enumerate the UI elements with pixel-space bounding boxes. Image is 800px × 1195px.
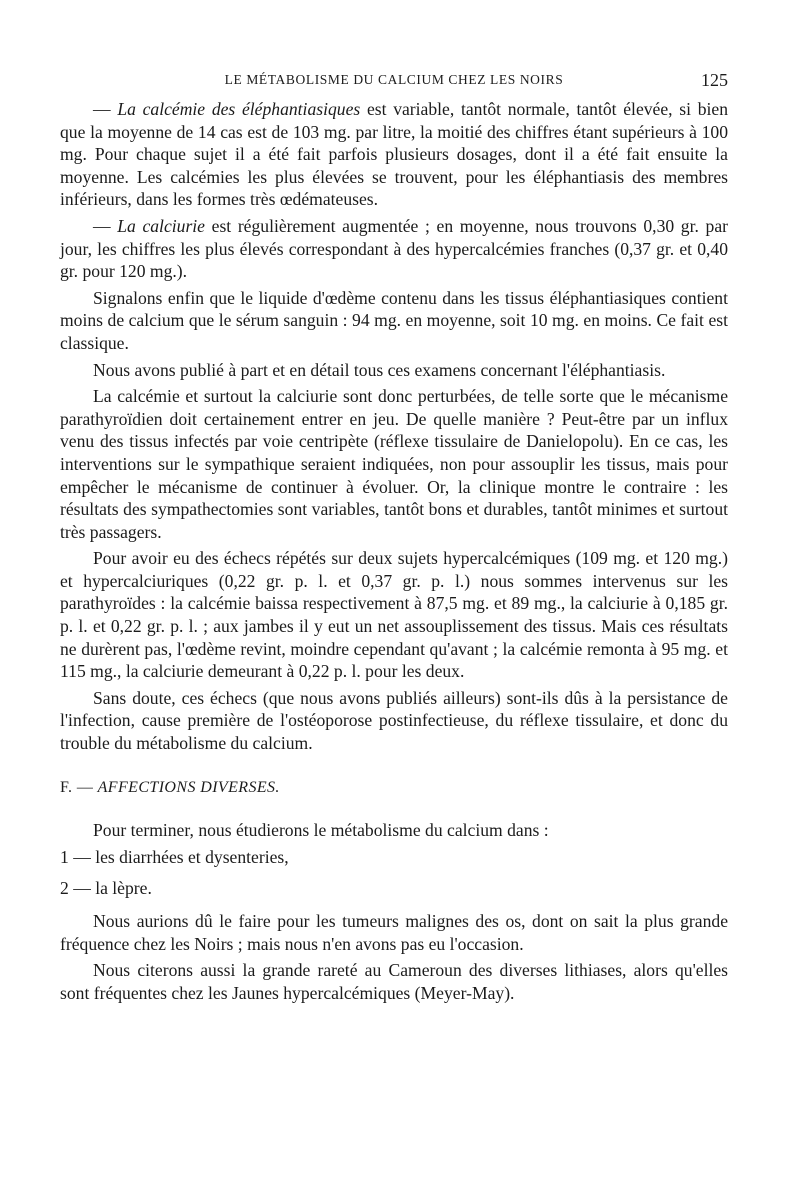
list-item: 2 — la lèpre. [60, 878, 152, 899]
page-number: 125 [701, 70, 728, 90]
paragraph-tumeurs: Nous aurions dû le faire pour les tumeurs malignes des os, dont on sait la plus grande fréquence chez les Noirs ; mais nous n'en avons pas eu l'occasion. [60, 911, 728, 954]
paragraph-calciurie: — La calciurie est régulièrement augmentée ; en moyenne, nous trouvons 0,30 gr. par jour, les chiffres les plus élevés correspondant à des hypercalcémies franches (0,37 gr. et 0,40 gr. pour 120 mg.). [60, 215, 728, 282]
emphasis-calcemie: La calcémie des éléphantiasiques [117, 99, 361, 119]
running-title: LE MÉTABOLISME DU CALCIUM CHEZ LES NOIRS [224, 72, 564, 87]
paragraph-publie: Nous avons publié à part et en détail tous ces examens concernant l'éléphantiasis. [93, 359, 666, 380]
paragraph-intro: Pour terminer, nous étudierons le métabolisme du calcium dans : [93, 820, 549, 841]
section-title: AFFECTIONS DIVERSES. [97, 778, 280, 796]
paragraph-calcemie: — La calcémie des éléphantiasiques est variable, tantôt normale, tantôt élevée, si bien que la moyenne de 14 cas est de 103 mg. par litre, la moitié des chiffres étant supérieurs à 100 mg. Pour chaque sujet il a été fait parfois plusieurs dosages, dont il a été fait ensuite la moyenne. Les calcémies les plus élevées se trouvent, pour les éléphantiasis des membres inférieurs, dans les formes très œdémateuses. [60, 99, 728, 210]
paragraph-lithiases: Nous citerons aussi la grande rareté au Cameroun des diverses lithiases, alors qu'elles sont fréquentes chez les Jaunes hypercalcémiques (Meyer-May). [60, 960, 728, 1003]
emphasis-calciurie: La calciurie [117, 215, 205, 236]
page-header [60, 70, 728, 92]
body-text [60, 98, 728, 1004]
paragraph-oedeme: Signalons enfin que le liquide d'œdème contenu dans les tissus éléphantiasiques contient moins de calcium que le sérum sanguin : 94 mg. en moyenne, soit 10 mg. en moins. Ce fait est classique. [60, 287, 728, 353]
section-heading: F. — AFFECTIONS DIVERSES. [60, 778, 280, 796]
paragraph-mecanisme: La calcémie et surtout la calciurie sont donc perturbées, de telle sorte que le mécanisme parathyroïdien doit certainement entrer en jeu. De quelle manière ? Peut-être par un influx venu des tissus infectés par voie centripète (réflexe tissulaire de Danielopolu). En ce cas, les interventions sur le sympathique seraient indiquées, non pour assouplir les tissus, mais pour empêcher le mécanisme de continuer à évoluer. Or, la clinique montre le contraire : les résultats des sympathectomies sont variables, tantôt bons et durables, tantôt minimes et surtout très passagers. [60, 386, 728, 542]
paragraph-parathyroides: Pour avoir eu des échecs répétés sur deux sujets hypercalcémiques (109 mg. et 120 mg.) et hypercalciuriques (0,22 gr. p. l. et 0,37 gr. p. l.) nous sommes intervenus sur les parathyroïdes : la calcémie baissa respectivement à 87,5 mg. et 89 mg., la calciurie à 0,185 gr. p. l. et 0,22 gr. p. l. ; aux jambes il y eut un net assouplissement des tissus. Mais ces résultats ne durèrent pas, l'œdème revint, moindre cependant qu'avant ; la calcémie remonta à 95 mg. et 115 mg., la calciurie demeurant à 0,22 p. l. pour les deux. [60, 548, 728, 682]
paragraph-echecs: Sans doute, ces échecs (que nous avons publiés ailleurs) sont-ils dûs à la persistance de l'infection, cause première de l'ostéoporose postinfectieuse, du réflexe tissulaire, et donc du trouble du métabolisme du calcium. [60, 687, 728, 754]
affections-list [60, 846, 728, 900]
list-item: 1 — les diarrhées et dysenteries, [60, 846, 289, 867]
